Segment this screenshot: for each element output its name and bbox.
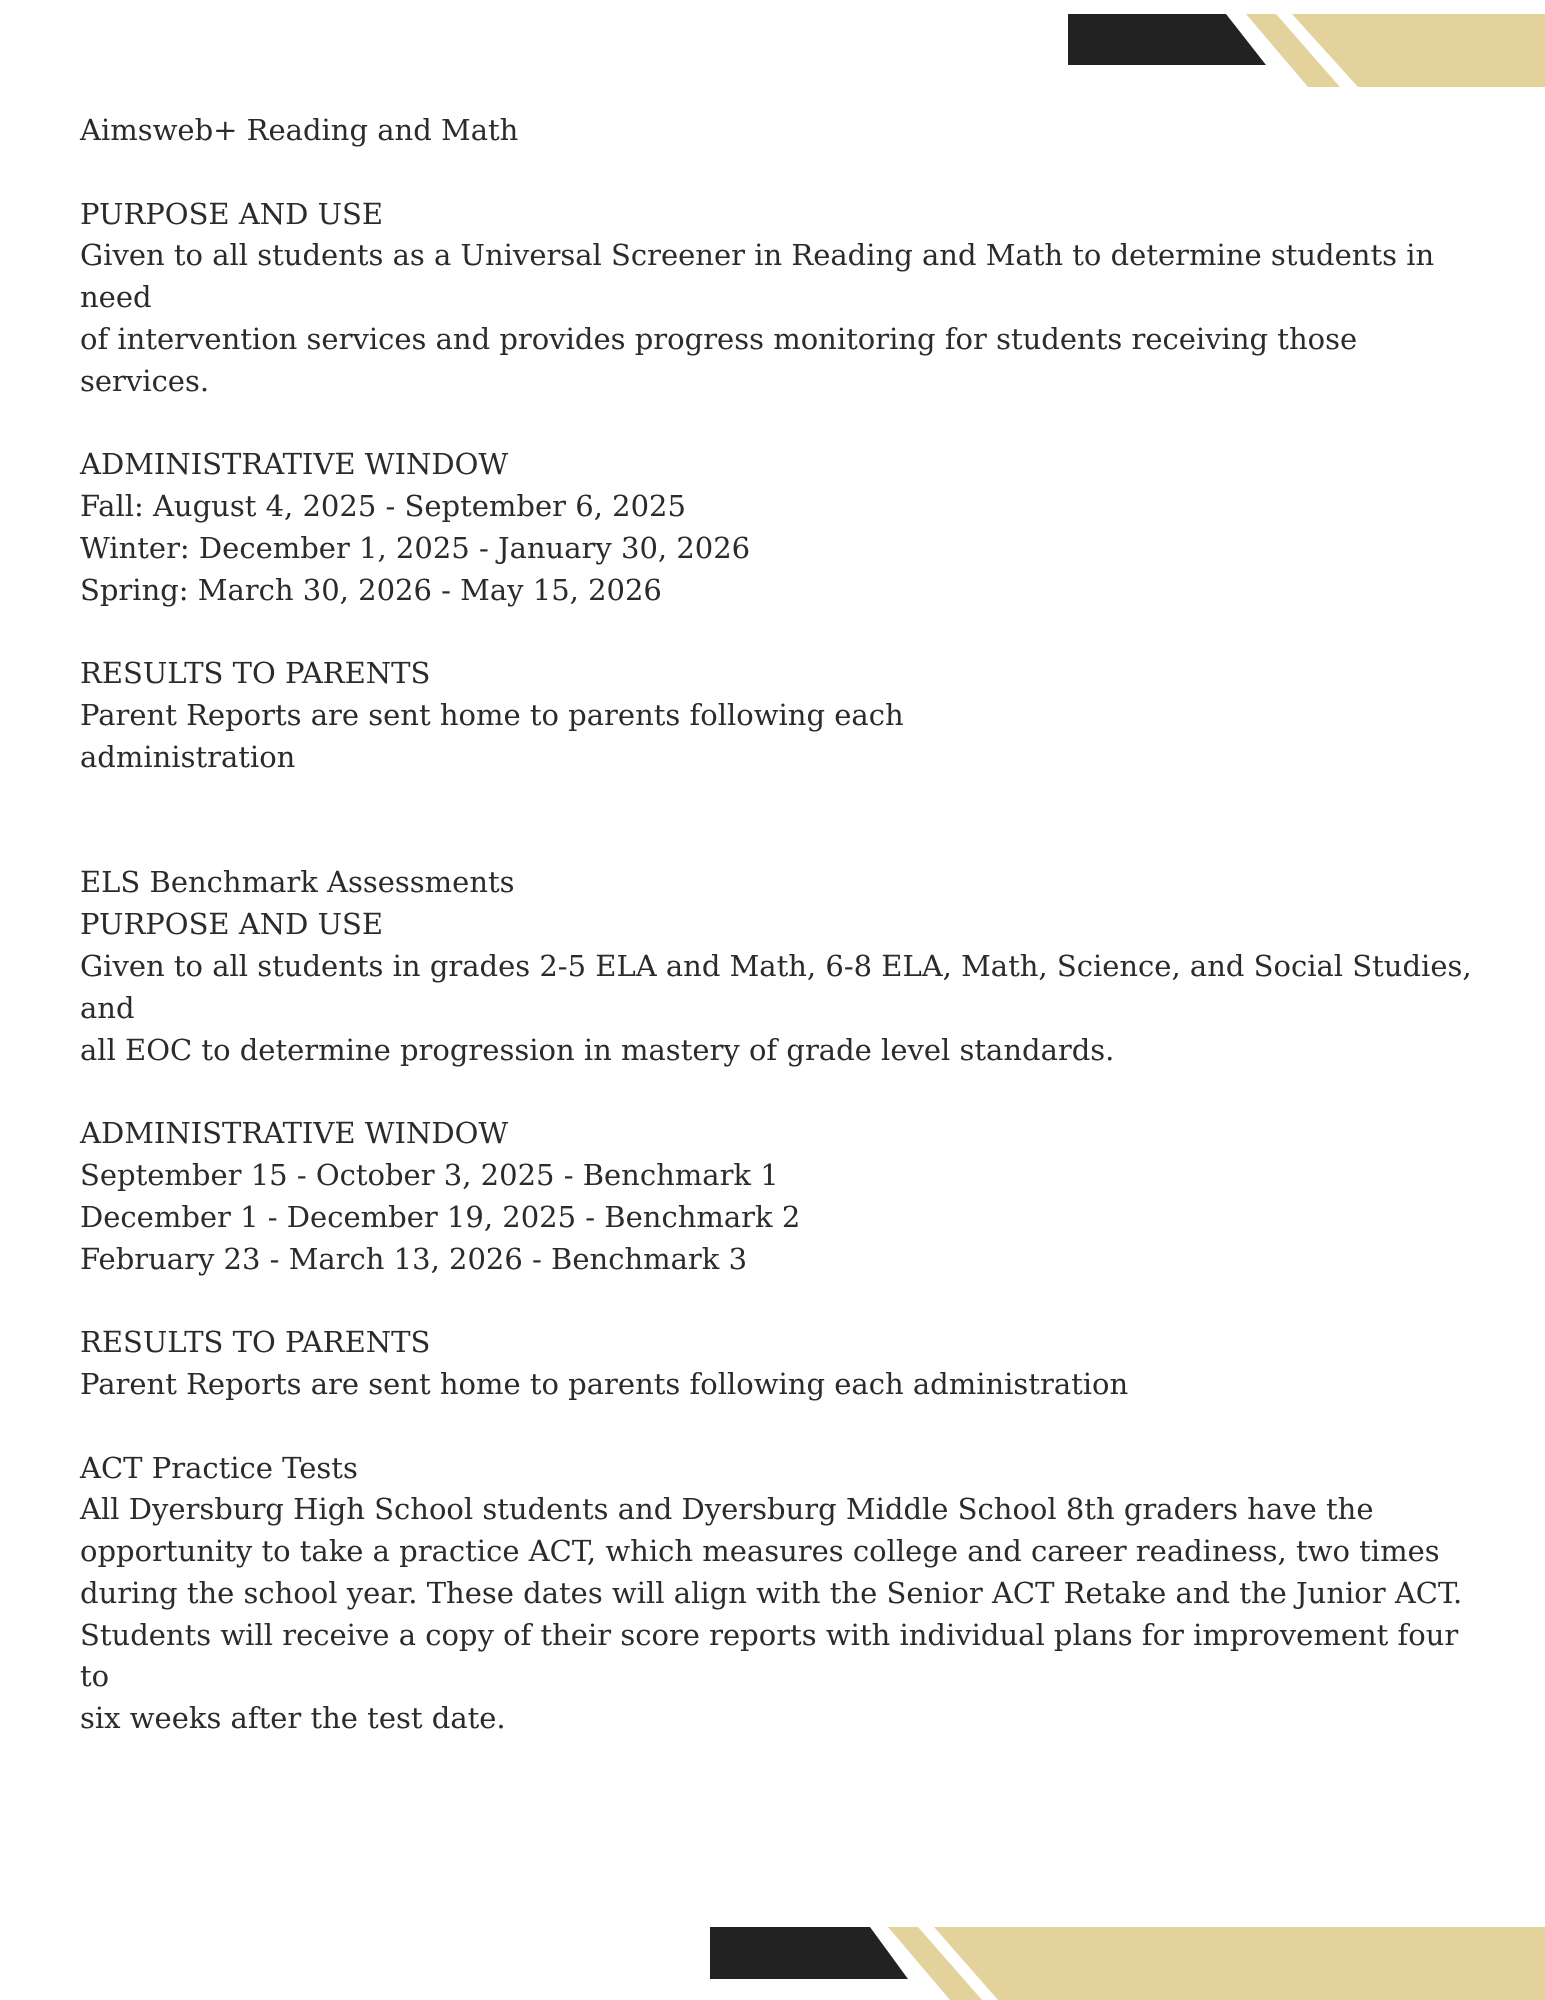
section-act — [80, 1448, 1480, 1741]
purpose-line: Given to all students in grades 2-5 ELA and Math, 6-8 ELA, Math, Science, and Social Studies, and — [80, 948, 1481, 1025]
purpose-line: all EOC to determine progression in mastery of grade level standards. — [80, 1032, 1115, 1067]
window-line: Winter: December 1, 2025 - January 30, 2026 — [80, 530, 751, 565]
section-title: Aimsweb+ Reading and Math — [80, 113, 519, 147]
section-title: ELS Benchmark Assessments — [80, 865, 515, 900]
spacer — [80, 403, 1480, 445]
top-banner — [1068, 14, 1545, 87]
results-line: Parent Reports are sent home to parents following each — [80, 698, 904, 733]
spacer — [80, 152, 1480, 194]
purpose-heading: PURPOSE AND USE — [80, 196, 384, 231]
purpose-heading: PURPOSE AND USE — [80, 907, 384, 942]
results-line: Parent Reports are sent home to parents following each administration — [80, 1366, 1129, 1401]
spacer — [80, 1280, 1480, 1322]
window-heading: ADMINISTRATIVE WINDOW — [80, 1116, 509, 1151]
spacer — [80, 779, 1480, 863]
section-aimsweb — [80, 110, 1480, 779]
window-line: September 15 - October 3, 2025 - Benchmark 1 — [80, 1157, 779, 1192]
purpose-line: Given to all students as a Universal Screener in Reading and Math to determine students in need — [80, 238, 1444, 315]
section-els — [80, 862, 1480, 1405]
results-heading: RESULTS TO PARENTS — [80, 1325, 431, 1360]
spacer — [80, 612, 1480, 654]
body-line: All Dyersburg High School students and Dyersburg Middle School 8th graders have the — [80, 1492, 1374, 1527]
results-line: administration — [80, 739, 296, 774]
purpose-line: of intervention services and provides progress monitoring for students receiving those services. — [80, 321, 1367, 398]
window-line: February 23 - March 13, 2026 - Benchmark 3 — [80, 1241, 748, 1276]
body-line: during the school year. These dates will align with the Senior ACT Retake and the Junior ACT. — [80, 1575, 1463, 1610]
window-line: Fall: August 4, 2025 - September 6, 2025 — [80, 489, 686, 524]
spacer — [80, 1071, 1480, 1113]
window-heading: ADMINISTRATIVE WINDOW — [80, 447, 509, 482]
bottom-banner-dark-bar — [710, 1927, 908, 1979]
document-body — [80, 110, 1480, 1740]
body-line: six weeks after the test date. — [80, 1701, 506, 1736]
body-line: Students will receive a copy of their score reports with individual plans for improvement four to — [80, 1617, 1468, 1694]
spacer — [80, 1406, 1480, 1448]
body-line: opportunity to take a practice ACT, which measures college and career readiness, two times — [80, 1534, 1440, 1569]
window-line: December 1 - December 19, 2025 - Benchmark 2 — [80, 1199, 801, 1234]
results-heading: RESULTS TO PARENTS — [80, 656, 431, 691]
window-line: Spring: March 30, 2026 - May 15, 2026 — [80, 572, 662, 607]
bottom-banner — [710, 1927, 1545, 2000]
top-banner-dark-bar — [1068, 14, 1266, 65]
bottom-banner-gold-bar — [934, 1927, 1545, 2000]
section-title: ACT Practice Tests — [80, 1450, 358, 1485]
